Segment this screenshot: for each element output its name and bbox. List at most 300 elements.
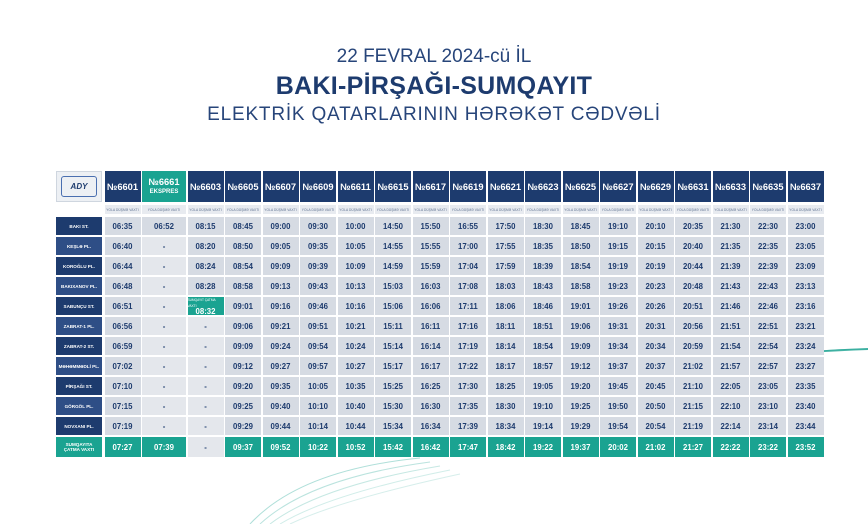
departure-label: YOLA DÜŞMƏ VAXTI [638, 205, 674, 214]
time-cell: 18:54 [563, 257, 599, 275]
time-cell: 06:40 [105, 237, 141, 255]
time-cell: 10:05 [338, 237, 374, 255]
station-name: KOROĞLU PL. [56, 257, 102, 275]
time-cell: 06:35 [105, 217, 141, 235]
time-cell: 09:00 [263, 217, 299, 235]
arrival-time-cell: 09:37 [225, 437, 261, 457]
time-cell: 20:10 [638, 217, 674, 235]
train-number-header: №6605 [225, 171, 261, 202]
time-cell: - [188, 357, 224, 375]
station-name: NOVXANI PL. [56, 417, 102, 435]
time-cell: 15:06 [375, 297, 411, 315]
time-cell: 09:20 [225, 377, 261, 395]
arrival-time-cell: 23:22 [750, 437, 786, 457]
time-cell: 08:20 [188, 237, 224, 255]
time-cell: 23:16 [788, 297, 824, 315]
departure-label: YOLA DÜŞMƏ VAXTI [413, 205, 449, 214]
time-cell: 18:06 [488, 297, 524, 315]
time-cell: 19:14 [525, 417, 561, 435]
time-cell: 19:12 [563, 357, 599, 375]
train-number-header: №6611 [338, 171, 374, 202]
station-name: KEŞLƏ PL. [56, 237, 102, 255]
arrival-time-cell: - [188, 437, 224, 457]
time-cell: - [142, 337, 186, 355]
time-cell: 17:35 [450, 397, 486, 415]
time-cell: 09:06 [225, 317, 261, 335]
time-cell: 09:51 [300, 317, 336, 335]
time-cell: 07:10 [105, 377, 141, 395]
arrival-time-cell: 10:22 [300, 437, 336, 457]
time-cell: 10:00 [338, 217, 374, 235]
time-cell: 21:10 [675, 377, 711, 395]
train-number-header: №6615 [375, 171, 411, 202]
time-cell: 21:51 [713, 317, 749, 335]
station-name: ZABRAT-2 ST. [56, 337, 102, 355]
time-cell: 23:35 [788, 377, 824, 395]
time-cell: - [188, 417, 224, 435]
time-cell: 16:03 [413, 277, 449, 295]
schedule-subtitle: ELEKTRİK QATARLARININ HƏRƏKƏT CƏDVƏLİ [207, 104, 661, 125]
time-cell: 06:51 [105, 297, 141, 315]
time-cell: - [142, 397, 186, 415]
time-cell: 20:48 [675, 277, 711, 295]
train-number-header: №6627 [600, 171, 636, 202]
time-cell: 10:16 [338, 297, 374, 315]
time-cell: 09:46 [300, 297, 336, 315]
time-cell: 22:10 [713, 397, 749, 415]
time-cell: 17:39 [450, 417, 486, 435]
departure-label: YOLA DÜŞMƏ VAXTI [750, 205, 786, 214]
train-number-header: №6635 [750, 171, 786, 202]
time-cell: 18:34 [488, 417, 524, 435]
time-cell: 09:44 [263, 417, 299, 435]
time-cell: 09:43 [300, 277, 336, 295]
time-cell: 23:40 [788, 397, 824, 415]
time-cell: 19:19 [600, 257, 636, 275]
time-cell: 10:35 [338, 377, 374, 395]
time-cell: 21:57 [713, 357, 749, 375]
time-cell: 16:06 [413, 297, 449, 315]
time-cell: 09:39 [300, 257, 336, 275]
train-number-header: №6637 [788, 171, 824, 202]
station-row [56, 237, 825, 255]
time-cell: 17:00 [450, 237, 486, 255]
train-number-header: №6623 [525, 171, 561, 202]
station-row [56, 417, 825, 435]
time-cell: 23:10 [750, 397, 786, 415]
logo-cell [56, 171, 102, 202]
station-row [56, 297, 825, 315]
time-cell: 17:04 [450, 257, 486, 275]
time-cell: 18:46 [525, 297, 561, 315]
time-cell: 21:19 [675, 417, 711, 435]
time-cell: 15:17 [375, 357, 411, 375]
time-cell: 08:15 [188, 217, 224, 235]
time-cell: 09:40 [263, 397, 299, 415]
time-cell: 20:40 [675, 237, 711, 255]
time-cell: 19:20 [563, 377, 599, 395]
time-cell: 20:26 [638, 297, 674, 315]
time-cell: 16:55 [450, 217, 486, 235]
time-cell: 23:00 [788, 217, 824, 235]
time-cell: 23:05 [750, 377, 786, 395]
time-cell: 19:45 [600, 377, 636, 395]
time-cell: 22:39 [750, 257, 786, 275]
time-cell: 15:59 [413, 257, 449, 275]
station-row [56, 357, 825, 375]
time-cell: 20:59 [675, 337, 711, 355]
time-cell: 09:30 [300, 217, 336, 235]
time-cell: 22:57 [750, 357, 786, 375]
time-cell: 08:24 [188, 257, 224, 275]
departure-label: YOLA DÜŞMƏ VAXTI [375, 205, 411, 214]
time-cell: 22:14 [713, 417, 749, 435]
table-header-row [56, 171, 825, 202]
time-cell: 22:35 [750, 237, 786, 255]
time-cell: 23:24 [788, 337, 824, 355]
time-cell: 06:52 [142, 217, 186, 235]
time-cell: 17:30 [450, 377, 486, 395]
time-cell: - [188, 317, 224, 335]
time-cell: 18:25 [488, 377, 524, 395]
time-cell: 22:51 [750, 317, 786, 335]
time-cell: 15:25 [375, 377, 411, 395]
time-cell: 18:51 [525, 317, 561, 335]
time-cell: 17:50 [488, 217, 524, 235]
time-cell: 23:44 [788, 417, 824, 435]
time-cell: 08:54 [225, 257, 261, 275]
time-cell: 17:11 [450, 297, 486, 315]
departure-label: YOLA DÜŞMƏ VAXTI [188, 205, 224, 214]
arrival-time-cell: 16:42 [413, 437, 449, 457]
blank-cell [56, 205, 102, 214]
arrival-note: SUMQAYIT ÇATMA VAXTI [187, 298, 216, 308]
departure-label: YOLA DÜŞMƏ VAXTI [713, 205, 749, 214]
arrival-time-cell: 19:37 [563, 437, 599, 457]
time-cell: 16:30 [413, 397, 449, 415]
time-cell: 10:13 [338, 277, 374, 295]
time-cell: 16:11 [413, 317, 449, 335]
departure-label: YOLA DÜŞMƏ VAXTI [338, 205, 374, 214]
time-cell: 19:34 [600, 337, 636, 355]
time-cell: 06:56 [105, 317, 141, 335]
arrival-time: 08:32 [195, 307, 216, 316]
station-row [56, 317, 825, 335]
time-cell: 17:55 [488, 237, 524, 255]
express-label: EKSPRES [149, 188, 179, 195]
time-cell: 10:14 [300, 417, 336, 435]
time-cell: 09:35 [263, 377, 299, 395]
time-cell: 23:14 [750, 417, 786, 435]
train-number-header: №6603 [188, 171, 224, 202]
time-cell: 20:44 [675, 257, 711, 275]
train-number-header [142, 171, 186, 202]
arrival-time-cell [188, 297, 224, 315]
time-cell: 09:54 [300, 337, 336, 355]
time-cell: 21:15 [675, 397, 711, 415]
departure-label: YOLA DÜŞMƏ VAXTI [488, 205, 524, 214]
time-cell: 19:31 [600, 317, 636, 335]
time-cell: 08:45 [225, 217, 261, 235]
station-row [56, 277, 825, 295]
time-cell: 10:10 [300, 397, 336, 415]
time-cell: 22:43 [750, 277, 786, 295]
train-number-header: №6619 [450, 171, 486, 202]
station-name: PİRŞAĞI ST. [56, 377, 102, 395]
time-cell: 23:05 [788, 237, 824, 255]
station-row [56, 397, 825, 415]
time-cell: 23:21 [788, 317, 824, 335]
station-name: BAKIXANOV PL. [56, 277, 102, 295]
departure-label: YOLA DÜŞMƏ VAXTI [300, 205, 336, 214]
time-cell: 22:05 [713, 377, 749, 395]
time-cell: 09:24 [263, 337, 299, 355]
time-cell: 15:30 [375, 397, 411, 415]
time-cell: 10:40 [338, 397, 374, 415]
arrival-time-cell: 07:27 [105, 437, 141, 457]
time-cell: 19:50 [600, 397, 636, 415]
time-cell: 18:39 [525, 257, 561, 275]
station-name: SABUNÇU ST. [56, 297, 102, 315]
time-cell: 19:26 [600, 297, 636, 315]
arrival-time-cell: 09:52 [263, 437, 299, 457]
train-number-header: №6609 [300, 171, 336, 202]
time-cell: 19:01 [563, 297, 599, 315]
time-cell: 07:15 [105, 397, 141, 415]
time-cell: 17:59 [488, 257, 524, 275]
time-cell: 18:30 [488, 397, 524, 415]
arrival-row-label: SUMQAYITA ÇATMA VAXTI [56, 437, 102, 457]
time-cell: 06:48 [105, 277, 141, 295]
time-cell: 21:39 [713, 257, 749, 275]
time-cell: 16:34 [413, 417, 449, 435]
time-cell: 06:44 [105, 257, 141, 275]
time-cell: 20:23 [638, 277, 674, 295]
arrival-time-cell: 22:22 [713, 437, 749, 457]
time-cell: 16:25 [413, 377, 449, 395]
time-cell: 18:11 [488, 317, 524, 335]
time-cell: 09:09 [225, 337, 261, 355]
time-cell: 15:11 [375, 317, 411, 335]
title-block [0, 46, 868, 126]
time-cell: 09:05 [263, 237, 299, 255]
train-number: №6661 [148, 176, 180, 187]
time-cell: 06:59 [105, 337, 141, 355]
time-cell: 23:09 [788, 257, 824, 275]
time-cell: 20:51 [675, 297, 711, 315]
time-cell: 07:02 [105, 357, 141, 375]
time-cell: 08:28 [188, 277, 224, 295]
station-name: MƏHƏMMƏDLİ PL. [56, 357, 102, 375]
train-number-header: №6625 [563, 171, 599, 202]
time-cell: 15:03 [375, 277, 411, 295]
station-row [56, 377, 825, 395]
arrival-time-cell: 07:39 [142, 437, 186, 457]
time-cell: 22:30 [750, 217, 786, 235]
time-cell: 09:13 [263, 277, 299, 295]
departure-label: YOLA DÜŞMƏ VAXTI [450, 205, 486, 214]
time-cell: - [142, 417, 186, 435]
arrival-time-cell: 20:02 [600, 437, 636, 457]
train-number-header: №6631 [675, 171, 711, 202]
time-cell: 10:21 [338, 317, 374, 335]
time-cell: 20:45 [638, 377, 674, 395]
station-row [56, 217, 825, 235]
time-cell: - [142, 237, 186, 255]
time-cell: 09:21 [263, 317, 299, 335]
time-cell: 07:19 [105, 417, 141, 435]
time-cell: 10:24 [338, 337, 374, 355]
time-cell: 19:09 [563, 337, 599, 355]
time-cell: 19:10 [525, 397, 561, 415]
time-cell: 19:23 [600, 277, 636, 295]
train-number-header: №6617 [413, 171, 449, 202]
arrival-time-cell: 21:27 [675, 437, 711, 457]
time-cell: - [188, 377, 224, 395]
departure-label-row [56, 205, 825, 214]
time-cell: 19:37 [600, 357, 636, 375]
station-row [56, 257, 825, 275]
station-name: GÖRGÖL PL. [56, 397, 102, 415]
time-cell: 20:31 [638, 317, 674, 335]
ady-logo: ADY [61, 176, 97, 197]
time-cell: 18:58 [563, 277, 599, 295]
time-cell: 20:50 [638, 397, 674, 415]
time-cell: 18:43 [525, 277, 561, 295]
time-cell: 14:55 [375, 237, 411, 255]
time-cell: 18:45 [563, 217, 599, 235]
time-cell: 23:27 [788, 357, 824, 375]
time-cell: 20:19 [638, 257, 674, 275]
time-cell: 15:34 [375, 417, 411, 435]
time-cell: - [142, 257, 186, 275]
time-cell: 10:05 [300, 377, 336, 395]
schedule-date: 22 FEVRAL 2024-cü İL [336, 46, 532, 67]
time-cell: 09:16 [263, 297, 299, 315]
time-cell: 22:46 [750, 297, 786, 315]
time-cell: 09:57 [300, 357, 336, 375]
time-cell: 19:06 [563, 317, 599, 335]
time-cell: 14:59 [375, 257, 411, 275]
departure-label: YOLA DÜŞMƏ VAXTI [525, 205, 561, 214]
time-cell: 20:54 [638, 417, 674, 435]
time-cell: 18:54 [525, 337, 561, 355]
arrival-time-cell: 18:42 [488, 437, 524, 457]
route-title: BAKI-PİRŞAĞI-SUMQAYIT [275, 72, 593, 100]
time-cell: - [142, 377, 186, 395]
train-number-header: №6621 [488, 171, 524, 202]
time-cell: 23:13 [788, 277, 824, 295]
time-cell: 18:30 [525, 217, 561, 235]
station-row [56, 337, 825, 355]
time-cell: 09:25 [225, 397, 261, 415]
time-cell: 09:35 [300, 237, 336, 255]
time-cell: - [142, 277, 186, 295]
arrival-time-cell: 21:02 [638, 437, 674, 457]
time-cell: - [188, 337, 224, 355]
arrival-time-cell: 19:22 [525, 437, 561, 457]
time-cell: 21:02 [675, 357, 711, 375]
time-cell: 15:55 [413, 237, 449, 255]
time-cell: 19:25 [563, 397, 599, 415]
time-cell: 15:14 [375, 337, 411, 355]
arrival-time-cell: 17:47 [450, 437, 486, 457]
time-cell: 17:22 [450, 357, 486, 375]
time-cell: 20:37 [638, 357, 674, 375]
time-cell: 08:58 [225, 277, 261, 295]
time-cell: 10:09 [338, 257, 374, 275]
station-name: ZABRAT-1 PL. [56, 317, 102, 335]
time-cell: 08:50 [225, 237, 261, 255]
train-number-header: №6629 [638, 171, 674, 202]
time-cell: 21:54 [713, 337, 749, 355]
time-cell: 14:50 [375, 217, 411, 235]
time-cell: 21:35 [713, 237, 749, 255]
time-cell: 20:56 [675, 317, 711, 335]
sumqayit-arrival-row [56, 437, 825, 457]
arrival-time-cell: 15:42 [375, 437, 411, 457]
departure-label: YOLA DÜŞMƏ VAXTI [225, 205, 261, 214]
time-cell: 21:43 [713, 277, 749, 295]
time-cell: 15:50 [413, 217, 449, 235]
time-cell: - [142, 317, 186, 335]
time-cell: 17:16 [450, 317, 486, 335]
station-name: BAKI ST. [56, 217, 102, 235]
time-cell: 18:03 [488, 277, 524, 295]
time-cell: - [188, 397, 224, 415]
time-cell: 22:54 [750, 337, 786, 355]
time-cell: 19:29 [563, 417, 599, 435]
time-cell: 18:14 [488, 337, 524, 355]
departure-label: YOLA DÜŞMƏ VAXTI [563, 205, 599, 214]
time-cell: 20:15 [638, 237, 674, 255]
departure-label: YOLA DÜŞMƏ VAXTI [600, 205, 636, 214]
time-cell: 16:17 [413, 357, 449, 375]
time-cell: 09:12 [225, 357, 261, 375]
departure-label: YOLA DÜŞMƏ VAXTI [788, 205, 824, 214]
time-cell: 18:35 [525, 237, 561, 255]
train-number-header: №6633 [713, 171, 749, 202]
time-cell: 20:35 [675, 217, 711, 235]
time-cell: 20:34 [638, 337, 674, 355]
time-cell: 09:27 [263, 357, 299, 375]
time-cell: 19:54 [600, 417, 636, 435]
time-cell: 18:57 [525, 357, 561, 375]
train-number-header: №6601 [105, 171, 141, 202]
time-cell: 09:29 [225, 417, 261, 435]
departure-label: YOLA DÜŞMƏ VAXTI [142, 205, 186, 214]
train-number-header: №6607 [263, 171, 299, 202]
departure-label: YOLA DÜŞMƏ VAXTI [675, 205, 711, 214]
time-cell: 18:17 [488, 357, 524, 375]
time-cell: 09:09 [263, 257, 299, 275]
time-cell: 17:19 [450, 337, 486, 355]
time-cell: 19:10 [600, 217, 636, 235]
time-cell: 21:46 [713, 297, 749, 315]
time-cell: 17:08 [450, 277, 486, 295]
arrival-time-cell: 10:52 [338, 437, 374, 457]
time-cell: 19:15 [600, 237, 636, 255]
time-cell: 10:27 [338, 357, 374, 375]
time-cell: 21:30 [713, 217, 749, 235]
arrival-time-cell: 23:52 [788, 437, 824, 457]
time-cell: 18:50 [563, 237, 599, 255]
time-cell: 10:44 [338, 417, 374, 435]
departure-label: YOLA DÜŞMƏ VAXTI [263, 205, 299, 214]
time-cell: - [142, 297, 186, 315]
time-cell: 16:14 [413, 337, 449, 355]
time-cell: 19:05 [525, 377, 561, 395]
